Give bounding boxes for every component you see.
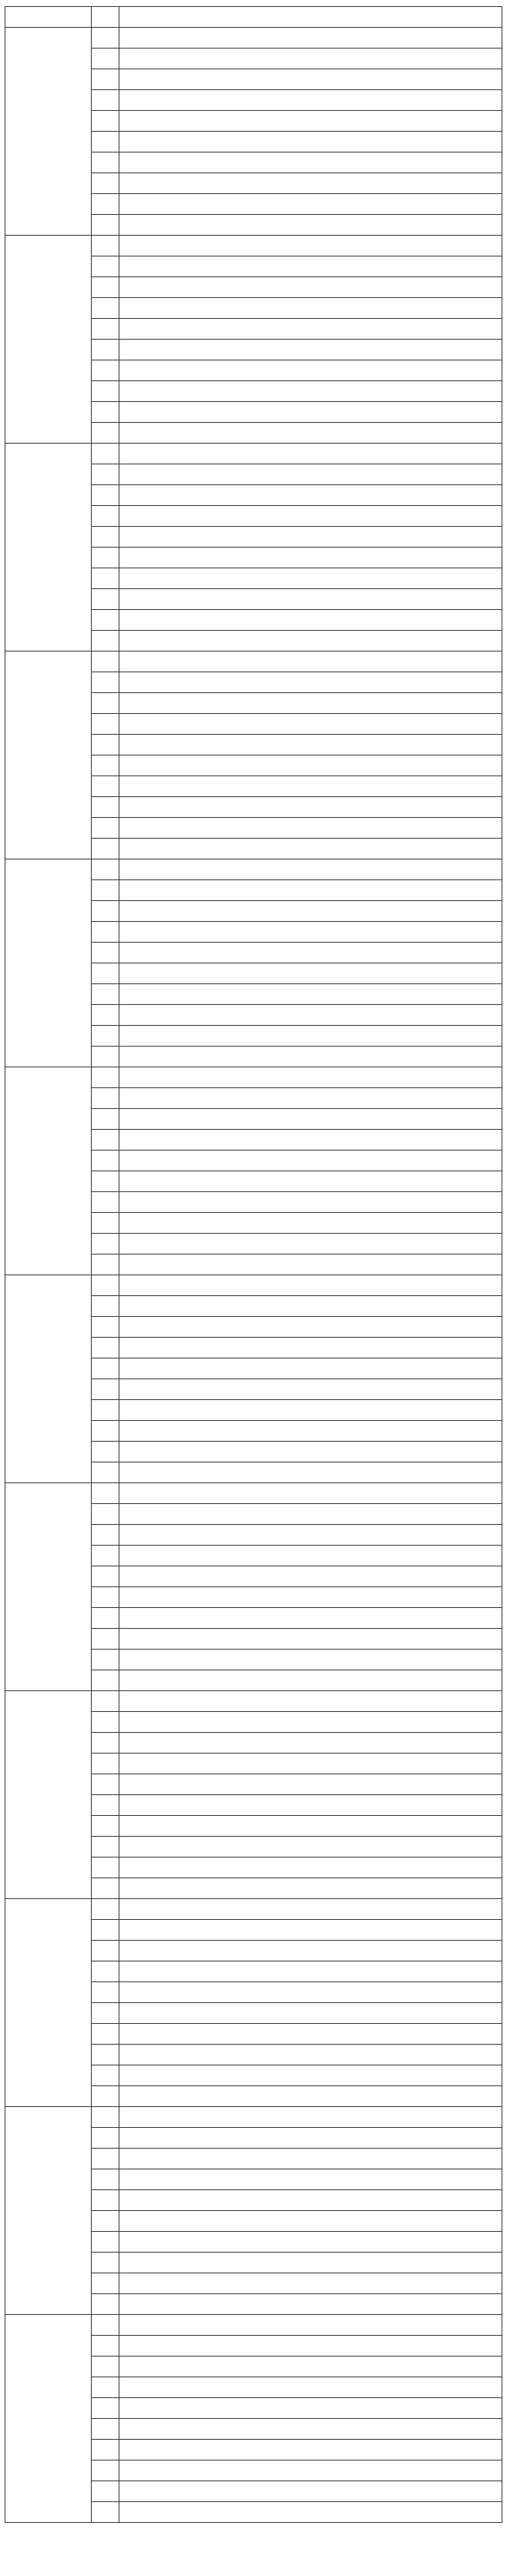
seq-cell: [92, 2460, 119, 2481]
header-row: [5, 7, 502, 28]
seq-cell: [92, 984, 119, 1005]
task-cell: [119, 2294, 502, 2315]
seq-cell: [92, 1525, 119, 1546]
seq-cell: [92, 859, 119, 880]
task-cell: [119, 1275, 502, 1296]
task-cell: [119, 880, 502, 901]
seq-cell: [92, 173, 119, 194]
seq-cell: [92, 402, 119, 423]
task-cell: [119, 1774, 502, 1795]
table-row: [5, 1483, 502, 1504]
seq-cell: [92, 506, 119, 527]
seq-cell: [92, 1171, 119, 1192]
task-cell: [119, 236, 502, 256]
task-cell: [119, 2211, 502, 2232]
seq-cell: [92, 943, 119, 963]
task-cell: [119, 2357, 502, 2377]
task-cell: [119, 2460, 502, 2481]
task-cell: [119, 1878, 502, 1899]
seq-cell: [92, 2336, 119, 2357]
seq-cell: [92, 423, 119, 444]
seq-cell: [92, 1816, 119, 1837]
seq-cell: [92, 1961, 119, 1982]
task-cell: [119, 1317, 502, 1338]
seq-cell: [92, 1629, 119, 1650]
seq-cell: [92, 2169, 119, 2190]
task-cell: [119, 1920, 502, 1941]
seq-cell: [92, 2253, 119, 2273]
table-row: [5, 652, 502, 672]
seq-cell: [92, 1338, 119, 1358]
task-cell: [119, 527, 502, 548]
task-cell: [119, 173, 502, 194]
task-cell: [119, 755, 502, 776]
seq-cell: [92, 2107, 119, 2128]
task-cell: [119, 2128, 502, 2149]
seq-cell: [92, 610, 119, 631]
task-cell: [119, 69, 502, 90]
seq-cell: [92, 693, 119, 714]
seq-cell: [92, 901, 119, 922]
unit-cell: [5, 28, 92, 236]
seq-cell: [92, 1795, 119, 1816]
task-cell: [119, 1712, 502, 1733]
seq-cell: [92, 2065, 119, 2086]
seq-cell: [92, 672, 119, 693]
task-cell: [119, 943, 502, 963]
table-row: [5, 28, 502, 49]
seq-cell: [92, 1213, 119, 1234]
task-cell: [119, 1130, 502, 1151]
task-table-body: [5, 28, 502, 2523]
task-cell: [119, 256, 502, 277]
task-cell: [119, 2377, 502, 2398]
task-cell: [119, 1650, 502, 1670]
task-cell: [119, 859, 502, 880]
seq-cell: [92, 1026, 119, 1047]
seq-cell: [92, 360, 119, 381]
task-cell: [119, 984, 502, 1005]
unit-cell: [5, 1483, 92, 1691]
seq-cell: [92, 2440, 119, 2460]
seq-cell: [92, 714, 119, 735]
table-row: [5, 1899, 502, 1920]
seq-cell: [92, 2294, 119, 2315]
seq-cell: [92, 1192, 119, 1213]
task-cell: [119, 2065, 502, 2086]
seq-cell: [92, 1546, 119, 1566]
task-cell: [119, 1670, 502, 1691]
task-cell: [119, 839, 502, 859]
table-row: [5, 2107, 502, 2128]
task-cell: [119, 1255, 502, 1275]
task-cell: [119, 631, 502, 652]
unit-cell: [5, 1275, 92, 1483]
task-cell: [119, 2232, 502, 2253]
task-cell: [119, 319, 502, 340]
task-cell: [119, 1400, 502, 1421]
task-cell: [119, 652, 502, 672]
task-cell: [119, 1213, 502, 1234]
seq-cell: [92, 1130, 119, 1151]
seq-cell: [92, 1317, 119, 1338]
seq-cell: [92, 1691, 119, 1712]
seq-cell: [92, 194, 119, 215]
seq-cell: [92, 69, 119, 90]
task-cell: [119, 922, 502, 943]
task-cell: [119, 215, 502, 236]
task-cell: [119, 610, 502, 631]
table-row: [5, 236, 502, 256]
task-cell: [119, 1358, 502, 1379]
seq-cell: [92, 1109, 119, 1130]
task-cell: [119, 1899, 502, 1920]
seq-cell: [92, 1837, 119, 1857]
seq-cell: [92, 1733, 119, 1754]
seq-cell: [92, 1754, 119, 1774]
table-row: [5, 2315, 502, 2336]
seq-cell: [92, 236, 119, 256]
seq-cell: [92, 256, 119, 277]
seq-cell: [92, 1047, 119, 1067]
task-cell: [119, 2024, 502, 2045]
task-cell: [119, 132, 502, 152]
task-cell: [119, 423, 502, 444]
task-cell: [119, 2086, 502, 2107]
seq-cell: [92, 1358, 119, 1379]
task-cell: [119, 672, 502, 693]
seq-cell: [92, 90, 119, 111]
task-cell: [119, 2253, 502, 2273]
task-cell: [119, 589, 502, 610]
seq-cell: [92, 298, 119, 319]
task-cell: [119, 776, 502, 797]
task-cell: [119, 381, 502, 402]
seq-cell: [92, 2419, 119, 2440]
task-cell: [119, 963, 502, 984]
task-cell: [119, 1442, 502, 1462]
seq-cell: [92, 1067, 119, 1088]
task-cell: [119, 2169, 502, 2190]
task-cell: [119, 1691, 502, 1712]
seq-cell: [92, 797, 119, 818]
task-cell: [119, 2107, 502, 2128]
unit-cell: [5, 1067, 92, 1275]
unit-cell: [5, 652, 92, 859]
seq-cell: [92, 1151, 119, 1171]
seq-cell: [92, 1650, 119, 1670]
seq-cell: [92, 1400, 119, 1421]
task-cell: [119, 735, 502, 755]
task-cell: [119, 2440, 502, 2460]
task-cell: [119, 1109, 502, 1130]
seq-cell: [92, 1670, 119, 1691]
unit-cell: [5, 236, 92, 444]
task-cell: [119, 797, 502, 818]
task-cell: [119, 2398, 502, 2419]
task-cell: [119, 1629, 502, 1650]
task-cell: [119, 194, 502, 215]
table-row: [5, 859, 502, 880]
seq-cell: [92, 2003, 119, 2024]
task-cell: [119, 1566, 502, 1587]
seq-cell: [92, 277, 119, 298]
seq-cell: [92, 444, 119, 464]
seq-cell: [92, 735, 119, 755]
task-cell: [119, 506, 502, 527]
task-cell: [119, 1151, 502, 1171]
task-cell: [119, 2045, 502, 2065]
task-cell: [119, 901, 502, 922]
task-cell: [119, 1587, 502, 1608]
task-cell: [119, 1005, 502, 1026]
seq-cell: [92, 152, 119, 173]
task-cell: [119, 1733, 502, 1754]
task-table: [5, 6, 502, 2523]
seq-cell: [92, 1483, 119, 1504]
seq-cell: [92, 2211, 119, 2232]
table-row: [5, 1275, 502, 1296]
task-cell: [119, 1192, 502, 1213]
seq-cell: [92, 1608, 119, 1629]
seq-cell: [92, 1255, 119, 1275]
seq-cell: [92, 2190, 119, 2211]
task-cell: [119, 90, 502, 111]
seq-cell: [92, 28, 119, 49]
seq-cell: [92, 464, 119, 485]
task-cell: [119, 402, 502, 423]
task-cell: [119, 818, 502, 839]
seq-cell: [92, 1899, 119, 1920]
task-cell: [119, 2336, 502, 2357]
seq-cell: [92, 755, 119, 776]
seq-cell: [92, 2357, 119, 2377]
seq-cell: [92, 1941, 119, 1961]
task-cell: [119, 2481, 502, 2502]
seq-cell: [92, 1504, 119, 1525]
task-cell: [119, 1379, 502, 1400]
task-cell: [119, 2315, 502, 2336]
unit-cell: [5, 2107, 92, 2315]
task-cell: [119, 1941, 502, 1961]
unit-cell: [5, 859, 92, 1067]
task-cell: [119, 340, 502, 360]
task-cell: [119, 28, 502, 49]
task-cell: [119, 152, 502, 173]
task-cell: [119, 2190, 502, 2211]
seq-cell: [92, 485, 119, 506]
seq-cell: [92, 319, 119, 340]
seq-cell: [92, 548, 119, 568]
unit-cell: [5, 1899, 92, 2107]
task-cell: [119, 1816, 502, 1837]
header-seq: [92, 7, 119, 28]
seq-cell: [92, 776, 119, 797]
task-cell: [119, 2419, 502, 2440]
task-cell: [119, 1338, 502, 1358]
seq-cell: [92, 963, 119, 984]
task-cell: [119, 1857, 502, 1878]
seq-cell: [92, 1982, 119, 2003]
seq-cell: [92, 589, 119, 610]
task-cell: [119, 1982, 502, 2003]
task-cell: [119, 2502, 502, 2523]
task-cell: [119, 1421, 502, 1442]
seq-cell: [92, 568, 119, 589]
task-cell: [119, 1795, 502, 1816]
seq-cell: [92, 1566, 119, 1587]
task-cell: [119, 1026, 502, 1047]
seq-cell: [92, 132, 119, 152]
task-cell: [119, 1067, 502, 1088]
unit-cell: [5, 1691, 92, 1899]
seq-cell: [92, 2086, 119, 2107]
task-cell: [119, 1234, 502, 1255]
seq-cell: [92, 1379, 119, 1400]
task-cell: [119, 2003, 502, 2024]
seq-cell: [92, 631, 119, 652]
task-cell: [119, 714, 502, 735]
task-cell: [119, 2273, 502, 2294]
task-cell: [119, 1837, 502, 1857]
seq-cell: [92, 1462, 119, 1483]
seq-cell: [92, 527, 119, 548]
seq-cell: [92, 1774, 119, 1795]
seq-cell: [92, 2315, 119, 2336]
seq-cell: [92, 1712, 119, 1733]
task-cell: [119, 1483, 502, 1504]
seq-cell: [92, 2398, 119, 2419]
task-cell: [119, 1546, 502, 1566]
task-cell: [119, 1608, 502, 1629]
task-cell: [119, 277, 502, 298]
seq-cell: [92, 2149, 119, 2169]
seq-cell: [92, 49, 119, 69]
seq-cell: [92, 1587, 119, 1608]
seq-cell: [92, 1234, 119, 1255]
table-row: [5, 1691, 502, 1712]
task-cell: [119, 464, 502, 485]
seq-cell: [92, 922, 119, 943]
seq-cell: [92, 1442, 119, 1462]
task-cell: [119, 444, 502, 464]
seq-cell: [92, 2481, 119, 2502]
seq-cell: [92, 2502, 119, 2523]
seq-cell: [92, 652, 119, 672]
seq-cell: [92, 1920, 119, 1941]
seq-cell: [92, 2024, 119, 2045]
seq-cell: [92, 2377, 119, 2398]
task-cell: [119, 568, 502, 589]
seq-cell: [92, 880, 119, 901]
unit-cell: [5, 2315, 92, 2523]
seq-cell: [92, 2128, 119, 2149]
header-unit: [5, 7, 92, 28]
task-cell: [119, 485, 502, 506]
seq-cell: [92, 381, 119, 402]
seq-cell: [92, 2045, 119, 2065]
task-cell: [119, 693, 502, 714]
seq-cell: [92, 1857, 119, 1878]
seq-cell: [92, 215, 119, 236]
task-cell: [119, 1088, 502, 1109]
seq-cell: [92, 1421, 119, 1442]
task-cell: [119, 1961, 502, 1982]
task-cell: [119, 1504, 502, 1525]
task-cell: [119, 1462, 502, 1483]
task-cell: [119, 360, 502, 381]
task-cell: [119, 1171, 502, 1192]
table-row: [5, 444, 502, 464]
table-row: [5, 1067, 502, 1088]
task-cell: [119, 1754, 502, 1774]
seq-cell: [92, 839, 119, 859]
task-cell: [119, 548, 502, 568]
task-cell: [119, 2149, 502, 2169]
seq-cell: [92, 818, 119, 839]
seq-cell: [92, 1005, 119, 1026]
seq-cell: [92, 111, 119, 132]
task-cell: [119, 1525, 502, 1546]
seq-cell: [92, 1878, 119, 1899]
seq-cell: [92, 1088, 119, 1109]
seq-cell: [92, 2232, 119, 2253]
task-cell: [119, 298, 502, 319]
seq-cell: [92, 1296, 119, 1317]
seq-cell: [92, 2273, 119, 2294]
unit-cell: [5, 444, 92, 652]
task-cell: [119, 49, 502, 69]
task-cell: [119, 111, 502, 132]
seq-cell: [92, 340, 119, 360]
header-task: [119, 7, 502, 28]
task-cell: [119, 1296, 502, 1317]
task-cell: [119, 1047, 502, 1067]
seq-cell: [92, 1275, 119, 1296]
